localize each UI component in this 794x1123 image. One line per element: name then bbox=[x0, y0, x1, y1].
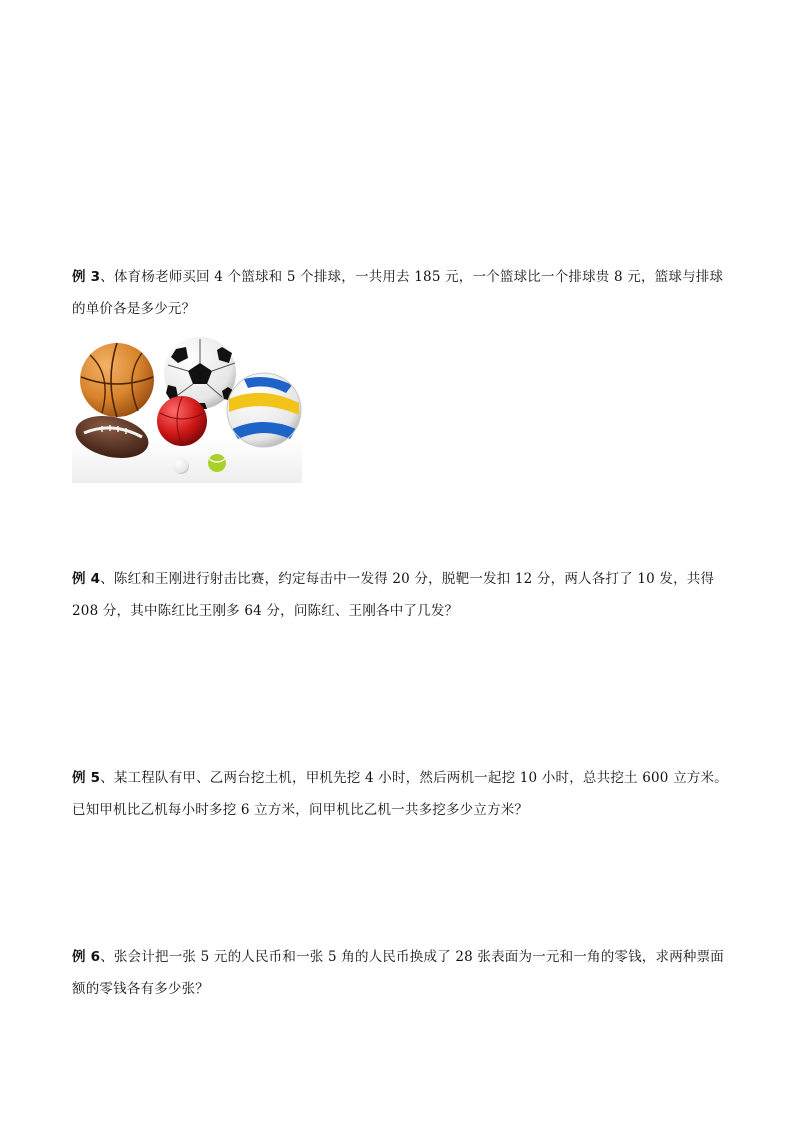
problem-label: 例 3 bbox=[72, 269, 101, 285]
problem-text: 、体育杨老师买回 4 个篮球和 5 个排球，一共用去 185 元，一个篮球比一个排球贵 8 元，篮球与排球的单价各是多少元？ bbox=[72, 269, 724, 317]
problem-example-6 bbox=[72, 941, 732, 1005]
volleyball-icon bbox=[227, 373, 301, 447]
basketball-icon bbox=[80, 343, 154, 417]
sports-balls-image bbox=[72, 333, 302, 483]
red-ball-icon bbox=[157, 396, 207, 446]
problem-label: 例 4 bbox=[72, 571, 101, 587]
golf-ball-icon bbox=[173, 458, 189, 474]
problem-text: 、陈红和王刚进行射击比赛，约定每击中一发得 20 分，脱靶一发扣 12 分，两人各打了 10 发，共得 208 分，其中陈红比王刚多 64 分，问陈红、王刚各中了几发？ bbox=[72, 571, 715, 619]
problem-text: 、某工程队有甲、乙两台挖土机，甲机先挖 4 小时，然后两机一起挖 10 小时，总共挖土 600 立方米。已知甲机比乙机每小时多挖 6 立方米，问甲机比乙机一共多挖多少立方米？ bbox=[72, 770, 728, 818]
problem-example-3 bbox=[72, 261, 732, 325]
problem-text: 、张会计把一张 5 元的人民币和一张 5 角的人民币换成了 28 张表面为一元和一角的零钱，求两种票面额的零钱各有多少张？ bbox=[72, 949, 725, 997]
problem-label: 例 5 bbox=[72, 770, 101, 786]
football-icon bbox=[72, 410, 152, 465]
problem-example-4 bbox=[72, 563, 732, 627]
problem-label: 例 6 bbox=[72, 949, 101, 965]
tennis-ball-icon bbox=[208, 454, 226, 472]
problem-example-5 bbox=[72, 762, 732, 826]
